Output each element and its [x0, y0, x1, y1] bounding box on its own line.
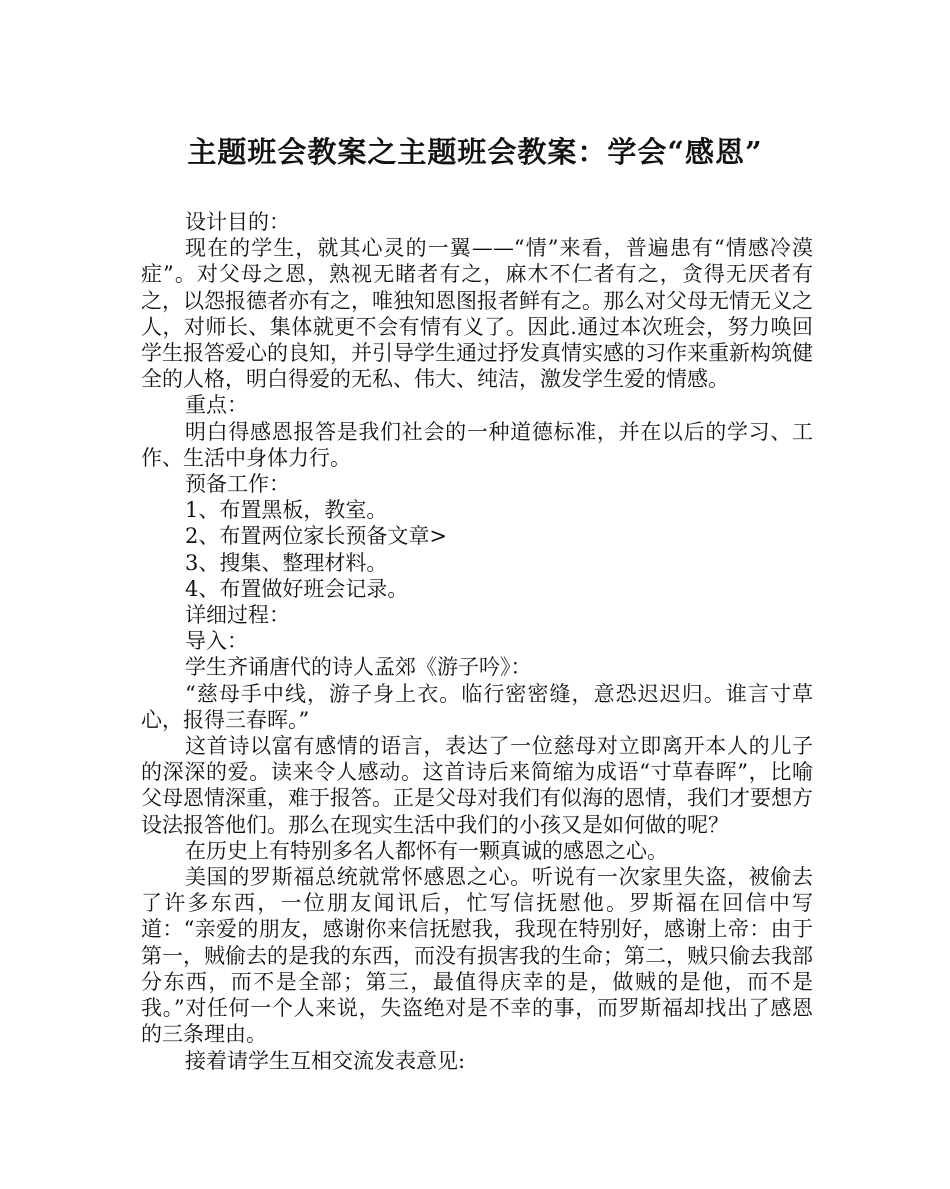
- section-heading-process: 详细过程：: [185, 603, 290, 628]
- paragraph-history: 在历史上有特别多名人都怀有一颗真诚的感恩之心。: [185, 838, 668, 863]
- paragraph-roosevelt: 美国的罗斯福总统就常怀感恩之心。听说有一次家里失盗，被偷去了许多东西，一位朋友闻讯后，忙写信抚慰他。罗斯福在回信中写道：“亲爱的朋友，感谢你来信抚慰我，我现在特别好，感谢上帝：由于第一，贼偷去的是我的东西，而没有损害我的生命；第二，贼只偷去我部分东西，而不是全部；第三，最值得庆幸的是，做贼的是他，而不是我。”对任何一个人来说，失盗绝对是不幸的事，而罗斯福却找出了感恩的三条理由。: [141, 865, 813, 1047]
- list-item-preparation-1: 1、布置黑板，教室。: [185, 498, 388, 523]
- list-item-preparation-4: 4、布置做好班会记录。: [185, 576, 409, 601]
- paragraph-purpose: 现在的学生，就其心灵的一翼——“情”来看，普遍患有“情感冷漠症”。对父母之恩，熟视无睹者有之，麻木不仁者有之，贪得无厌者有之，以怨报德者亦有之，唯独知恩图报者鲜有之。那么对父母无情无义之人，对师长、集体就更不会有情有义了。因此.通过本次班会，努力唤回学生报答爱心的良知，并引导学生通过抒发真情实感的习作来重新构筑健全的人格，明白得爱的无私、伟大、纯洁，激发学生爱的情感。: [141, 236, 813, 392]
- paragraph-recitation: 学生齐诵唐代的诗人孟郊《游子吟》：: [185, 655, 532, 680]
- document-title: 主题班会教案之主题班会教案：学会“感恩”: [187, 135, 763, 169]
- paragraph-poem: “慈母手中线，游子身上衣。临行密密缝，意恐迟迟归。谁言寸草心，报得三春晖。”: [141, 681, 813, 732]
- list-item-preparation-2: 2、布置两位家长预备文章>: [185, 524, 447, 549]
- section-heading-intro: 导入：: [185, 629, 248, 654]
- paragraph-focus: 明白得感恩报答是我们社会的一种道德标准，并在以后的学习、工作、生活中身体力行。: [141, 419, 813, 470]
- section-heading-focus: 重点：: [185, 393, 248, 418]
- list-item-preparation-3: 3、搜集、整理材料。: [185, 550, 388, 575]
- paragraph-poem-analysis: 这首诗以富有感情的语言，表达了一位慈母对立即离开本人的儿子的深深的爱。读来令人感动。这首诗后来简缩为成语“寸草春晖”，比喻父母恩情深重，难于报答。正是父母对我们有似海的恩情，我们才要想方设法报答他们。那么在现实生活中我们的小孩又是如何做的呢？: [141, 734, 813, 837]
- section-heading-purpose: 设计目的：: [185, 210, 290, 234]
- section-heading-preparation: 预备工作：: [185, 472, 290, 497]
- paragraph-discussion: 接着请学生互相交流发表意见:: [185, 1048, 466, 1073]
- document-body: [141, 209, 813, 1074]
